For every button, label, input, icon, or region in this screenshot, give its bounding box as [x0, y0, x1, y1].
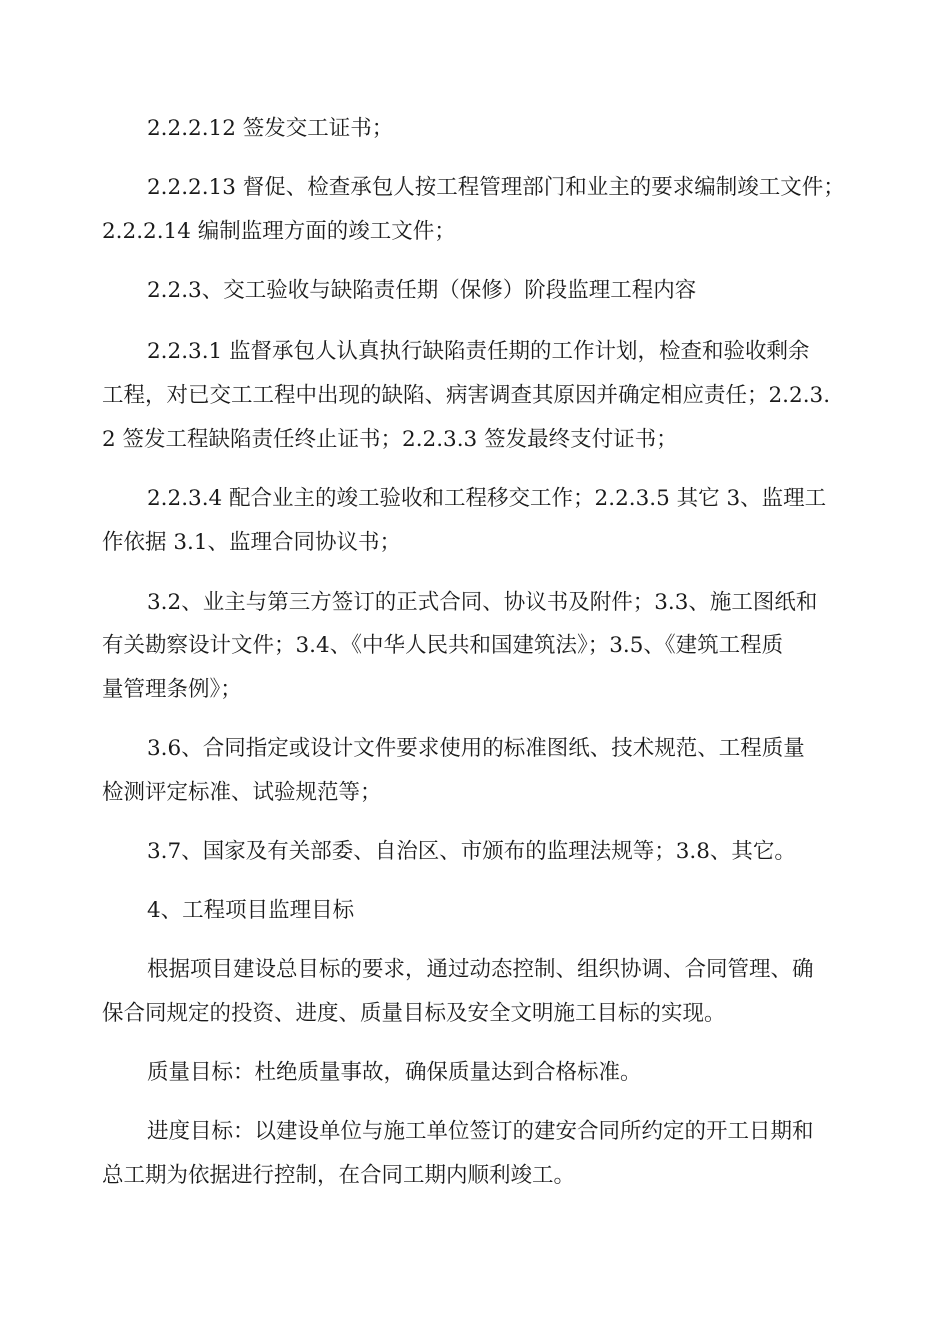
text-line: 2.2.3.4 配合业主的竣工验收和工程移交工作；2.2.3.5 其它 3、监理工 — [147, 486, 827, 511]
text-line: 作依据 3.1、监理合同协议书； — [102, 530, 402, 555]
text-line: 工程，对已交工工程中出现的缺陷、病害调查其原因并确定相应责任；2.2.3. — [102, 383, 831, 408]
text-line: 质量目标：杜绝质量事故，确保质量达到合格标准。 — [147, 1060, 642, 1085]
text-line: 3.2、业主与第三方签订的正式合同、协议书及附件；3.3、施工图纸和 — [147, 590, 818, 615]
text-line: 3.6、合同指定或设计文件要求使用的标准图纸、技术规范、工程质量 — [147, 736, 805, 761]
text-line: 进度目标：以建设单位与施工单位签订的建安合同所约定的开工日期和 — [147, 1119, 814, 1144]
text-line: 2.2.3.1 监督承包人认真执行缺陷责任期的工作计划，检查和验收剩余 — [147, 339, 810, 364]
text-line: 2 签发工程缺陷责任终止证书；2.2.3.3 签发最终支付证书； — [102, 427, 678, 452]
text-line: 有关勘察设计文件；3.4、《中华人民共和国建筑法》；3.5、《建筑工程质 — [102, 633, 784, 658]
text-line: 3.7、国家及有关部委、自治区、市颁布的监理法规等；3.8、其它。 — [147, 839, 796, 864]
text-line: 检测评定标准、试验规范等； — [102, 780, 382, 805]
text-line: 量管理条例》； — [102, 677, 242, 702]
section-heading: 2.2.3、交工验收与缺陷责任期（保修）阶段监理工程内容 — [147, 278, 697, 303]
text-line: 2.2.2.13 督促、检查承包人按工程管理部门和业主的要求编制竣工文件； — [147, 175, 845, 200]
section-heading: 4、工程项目监理目标 — [147, 898, 355, 923]
text-line: 保合同规定的投资、进度、质量目标及安全文明施工目标的实现。 — [102, 1001, 726, 1026]
text-line: 根据项目建设总目标的要求，通过动态控制、组织协调、合同管理、确 — [147, 957, 814, 982]
text-line: 总工期为依据进行控制，在合同工期内顺利竣工。 — [102, 1163, 576, 1188]
text-line: 2.2.2.12 签发交工证书； — [147, 116, 394, 141]
text-line: 2.2.2.14 编制监理方面的竣工文件； — [102, 219, 456, 244]
